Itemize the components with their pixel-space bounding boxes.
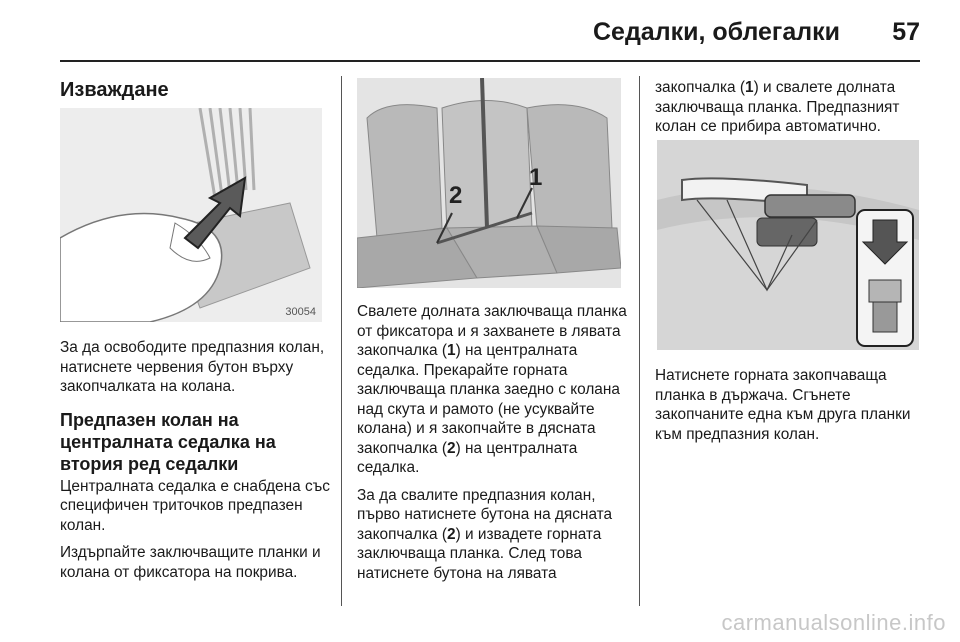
section-heading-removal: Изваждане: [60, 79, 169, 101]
page-number: 57: [892, 18, 920, 46]
section-heading-center-seat: Предпазен колан на централната седалка на втория ред седалки: [60, 409, 276, 474]
figure-latch-plate-holder: [657, 140, 919, 350]
paragraph-remove-instructions: За да свалите предпазния колан, първо натиснете бутона на дясната закопчалка (2) и извадете горната заключваща планка. След това натиснете бутона на лявата: [357, 486, 613, 582]
callout-label-1: 1: [529, 164, 543, 191]
paragraph-pull-out: Издърпайте заключващите планки и колана от фиксатора на покрива.: [60, 544, 321, 581]
figure-id: 30054: [285, 306, 316, 318]
paragraph-continued: закопчалка (1) и свалете долната заключваща планка. Предпазният колан се прибира автоматично.: [655, 79, 900, 135]
header-title: Седалки, облегалки: [592, 18, 840, 46]
column-divider-right: [639, 76, 640, 606]
figure-rear-seats: [357, 78, 621, 288]
column-divider-left: [341, 76, 342, 606]
paragraph-release: За да освободите предпазния колан, натиснете червения бутон върху закопчалката на колана.: [60, 339, 325, 395]
watermark: carmanualsonline.info: [721, 610, 946, 635]
header-rule: [60, 60, 920, 62]
callout-label-2: 2: [449, 182, 463, 209]
paragraph-fasten-instructions: Свалете долната заключваща планка от фиксатора и я захванете в лявата закопчалка (1) на централната седалка. Прекарайте горната заключваща планка заедно с колана над скута и рамото (не усуквайте колана) и я закопчайте в дясната закопчалка (2) на централната седалка.: [357, 303, 627, 476]
paragraph-center-seat-intro: Централната седалка е снабдена със специфичен триточков предпазен колан.: [60, 477, 330, 534]
paragraph-fold-plates: Натиснете горната закопчаваща планка в държача. Сгънете закопчаните една към друга планки към предпазния колан.: [655, 367, 911, 443]
figure-buckle-release: [60, 108, 322, 322]
